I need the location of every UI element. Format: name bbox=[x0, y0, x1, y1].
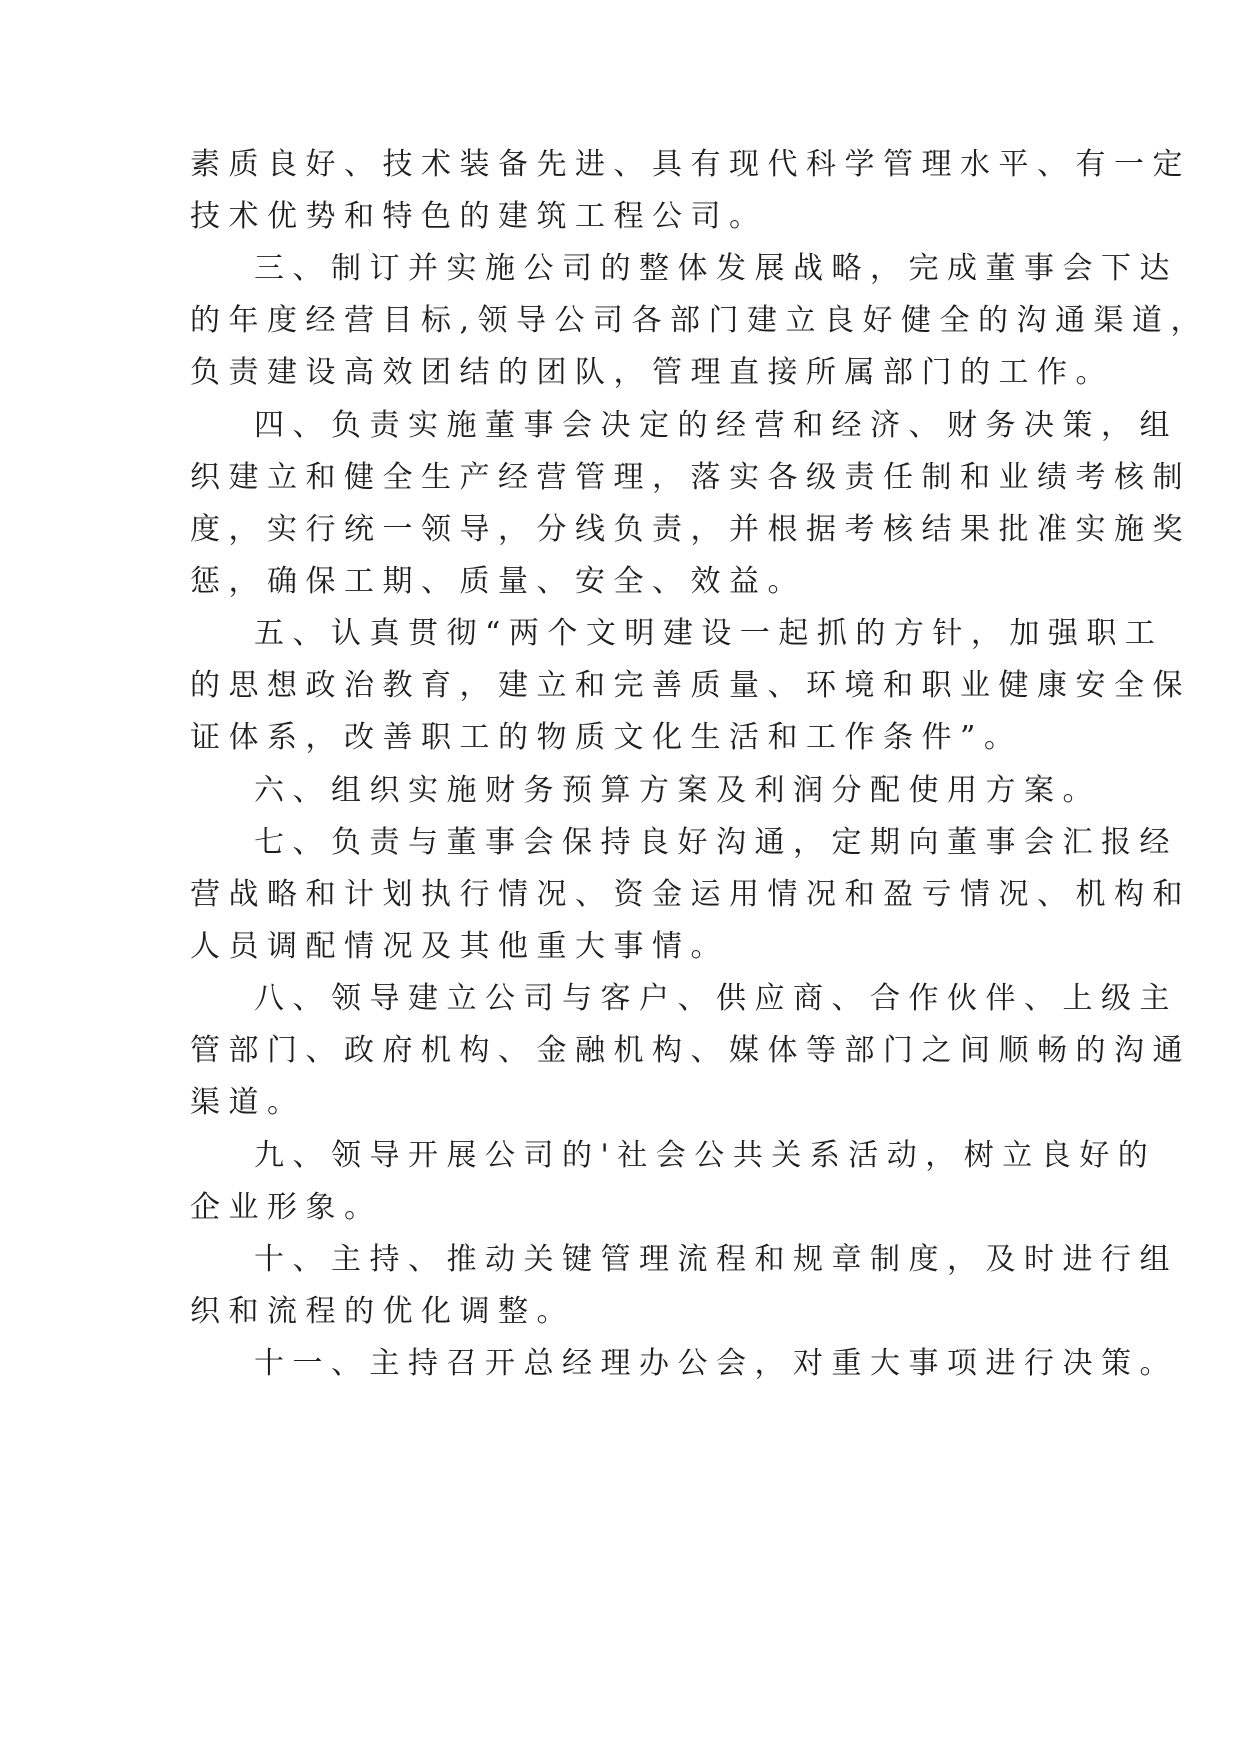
body-line: 织和流程的优化调整。 bbox=[190, 1294, 575, 1329]
body-line: 证体系，改善职工的物质文化生活和工作条件”。 bbox=[190, 720, 1023, 755]
body-line: 技术优势和特色的建筑工程公司。 bbox=[190, 199, 768, 234]
body-line: 人员调配情况及其他重大事情。 bbox=[190, 929, 729, 964]
paragraph-6-first-line: 六、组织实施财务预算方案及利润分配使用方案。 bbox=[254, 773, 1101, 808]
body-line: 度，实行统一领导，分线负责，并根据考核结果批准实施奖 bbox=[190, 512, 1191, 547]
paragraph-7-first-line: 七、负责与董事会保持良好沟通，定期向董事会汇报经 bbox=[254, 825, 1178, 860]
body-line: 的年度经营目标,领导公司各部门建立良好健全的沟通渠道， bbox=[190, 303, 1210, 338]
paragraph-3-first-line: 三、制订并实施公司的整体发展战略，完成董事会下达 bbox=[254, 251, 1178, 286]
body-line: 织建立和健全生产经营管理，落实各级责任制和业绩考核制 bbox=[190, 460, 1191, 495]
body-line: 素质良好、技术装备先进、具有现代科学管理水平、有一定 bbox=[190, 147, 1191, 182]
paragraph-5-first-line: 五、认真贯彻“两个文明建设一起抓的方针，加强职工 bbox=[254, 616, 1164, 651]
body-line: 营战略和计划执行情况、资金运用情况和盈亏情况、机构和 bbox=[190, 877, 1191, 912]
body-line: 渠道。 bbox=[190, 1085, 306, 1120]
paragraph-11-first-line: 十一、主持召开总经理办公会，对重大事项进行决策。 bbox=[254, 1346, 1178, 1381]
paragraph-9-first-line: 九、领导开展公司的'社会公共关系活动，树立良好的 bbox=[254, 1138, 1157, 1173]
paragraph-8-first-line: 八、领导建立公司与客户、供应商、合作伙伴、上级主 bbox=[254, 981, 1178, 1016]
body-line: 企业形象。 bbox=[190, 1190, 383, 1225]
body-line: 惩，确保工期、质量、安全、效益。 bbox=[190, 564, 806, 599]
body-line: 管部门、政府机构、金融机构、媒体等部门之间顺畅的沟通 bbox=[190, 1033, 1191, 1068]
body-line: 负责建设高效团结的团队，管理直接所属部门的工作。 bbox=[190, 355, 1114, 390]
paragraph-10-first-line: 十、主持、推动关键管理流程和规章制度，及时进行组 bbox=[254, 1242, 1178, 1277]
body-line: 的思想政治教育，建立和完善质量、环境和职业健康安全保 bbox=[190, 668, 1191, 703]
paragraph-4-first-line: 四、负责实施董事会决定的经营和经济、财务决策，组 bbox=[254, 408, 1178, 443]
